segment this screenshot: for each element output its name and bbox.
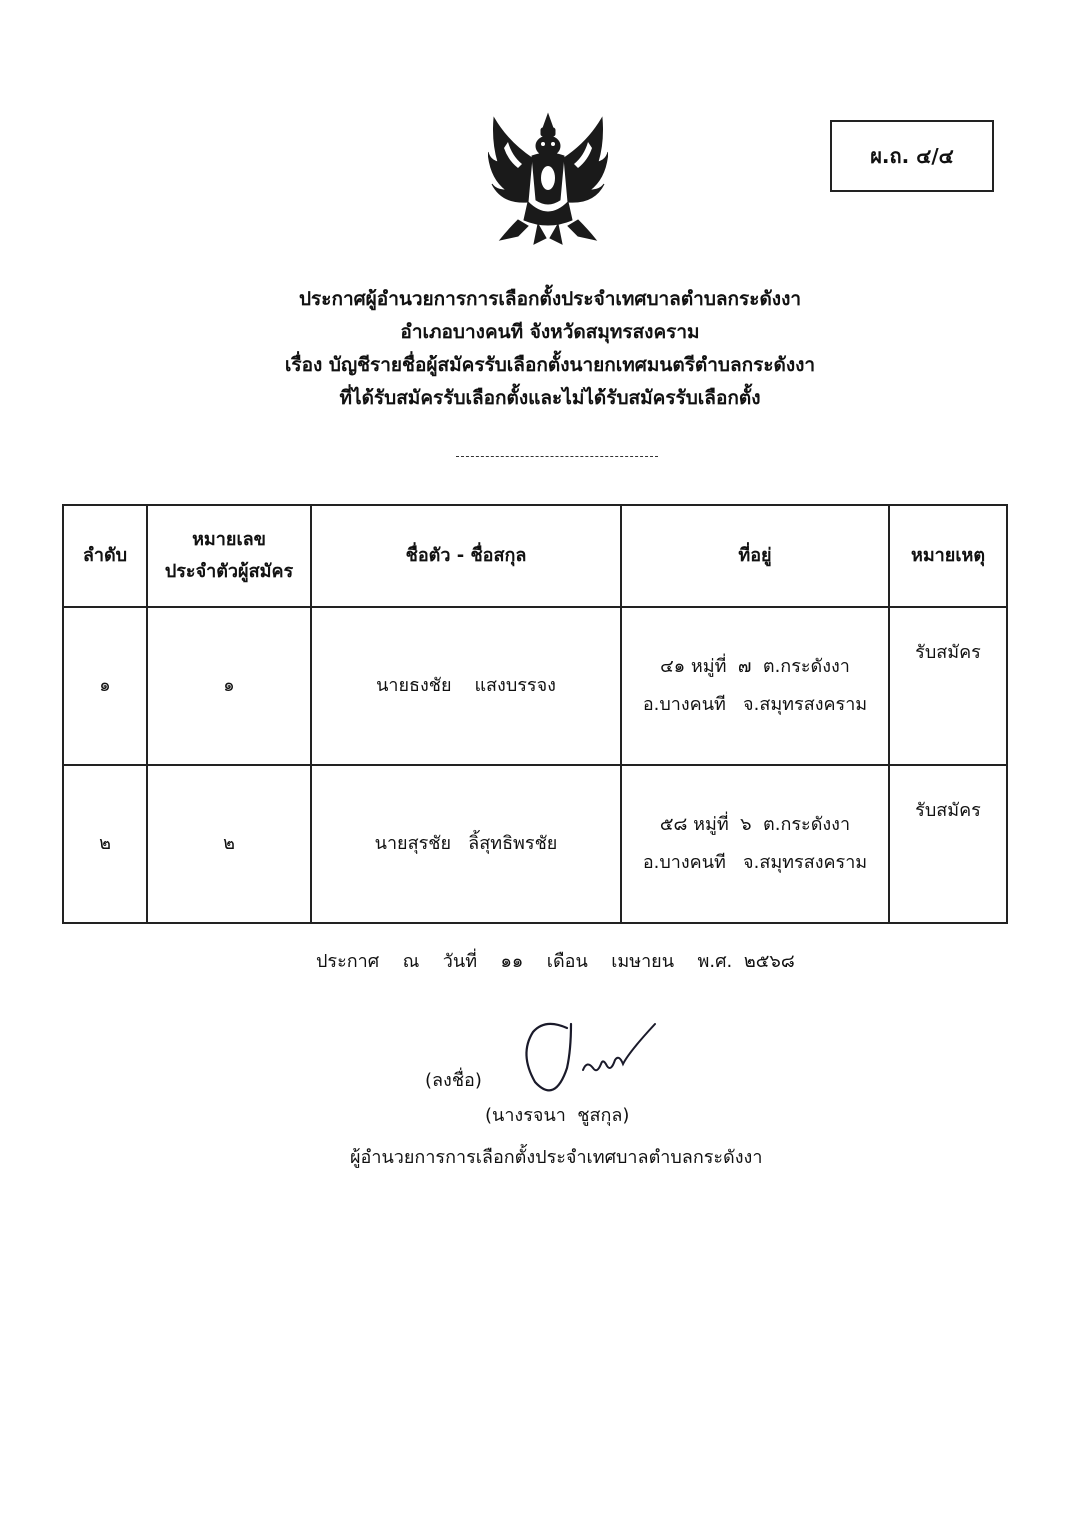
address-line-1: ๔๑ หมู่ที่ ๗ ต.กระดังงา [660,656,850,677]
form-code: ผ.ถ. ๔/๔ [870,144,954,168]
announcement-date: ประกาศ ณ วันที่ ๑๑ เดือน เมษายน พ.ศ. ๒๕๖๘ [316,951,795,972]
heading-divider [456,456,658,457]
header-name: ชื่อตัว - ชื่อสกุล [311,505,621,607]
form-code-box [830,120,994,192]
document-heading [200,283,900,415]
cell-address [621,607,889,765]
table-row [63,607,1007,765]
cell-name: นายธงชัย แสงบรรจง [311,607,621,765]
header-number-line-2: ประจำตัวผู้สมัคร [164,561,294,582]
address-line-2: อ.บางคนที จ.สมุทรสงคราม [642,852,868,873]
cell-address [621,765,889,923]
cell-number: ๑ [147,607,311,765]
header-remark: หมายเหตุ [889,505,1007,607]
heading-line-3: เรื่อง บัญชีรายชื่อผู้สมัครรับเลือกตั้งนายกเทศมนตรีตำบลกระดังงา [284,354,816,376]
heading-line-1: ประกาศผู้อำนวยการการเลือกตั้งประจำเทศบาลตำบลกระดังงา [298,288,802,310]
table-header-row [63,505,1007,607]
sign-label: (ลงชื่อ) [425,1070,482,1091]
signature-block [300,1010,860,1210]
header-address: ที่อยู่ [621,505,889,607]
handwritten-signature-icon [505,1010,665,1105]
address-line-2: อ.บางคนที จ.สมุทรสงคราม [642,694,868,715]
cell-order: ๒ [63,765,147,923]
candidate-table [62,504,1008,924]
cell-remark: รับสมัคร [889,607,1007,765]
signer-title: ผู้อำนวยการการเลือกตั้งประจำเทศบาลตำบลกระดังงา [350,1147,763,1168]
heading-line-4: ที่ได้รับสมัครรับเลือกตั้งและไม่ได้รับสมัครรับเลือกตั้ง [339,387,761,409]
cell-order: ๑ [63,607,147,765]
heading-line-2: อำเภอบางคนที จังหวัดสมุทรสงคราม [400,321,700,343]
cell-number: ๒ [147,765,311,923]
header-number [147,505,311,607]
header-order: ลำดับ [63,505,147,607]
garuda-emblem-icon [488,112,608,248]
table-row [63,765,1007,923]
cell-name: นายสุรชัย ลิ้สุทธิพรชัย [311,765,621,923]
cell-remark: รับสมัคร [889,765,1007,923]
header-number-line-1: หมายเลข [192,529,266,550]
address-line-1: ๕๘ หมู่ที่ ๖ ต.กระดังงา [659,814,851,835]
signer-name: (นางรจนา ชูสกุล) [485,1105,630,1126]
